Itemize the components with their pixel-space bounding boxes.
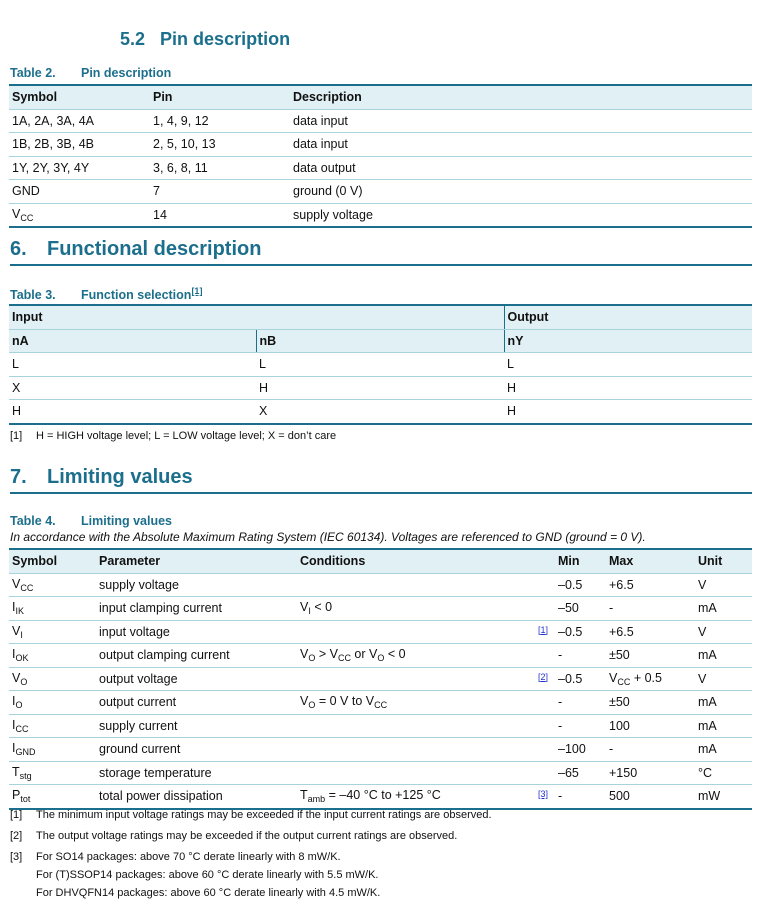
min-cell: - — [555, 785, 606, 809]
text: 1B, 2B, 3B, 4B — [12, 137, 94, 152]
symbol-cell — [9, 785, 96, 809]
min-cell: –0.5 — [555, 573, 606, 597]
subscript: I — [20, 629, 23, 640]
text: I — [12, 694, 16, 709]
text: = 0 V to V — [315, 694, 375, 709]
table4-footnote — [10, 869, 379, 881]
nb-cell: X — [256, 400, 504, 424]
text: +150 — [609, 765, 638, 780]
conditions-cell — [297, 714, 535, 738]
column-header-conditions: Conditions — [297, 549, 535, 573]
text: I — [12, 741, 16, 756]
text: > V — [315, 647, 338, 662]
symbol-cell — [9, 620, 96, 644]
section-number: 5.2 — [120, 29, 146, 49]
ref-cell — [535, 597, 555, 621]
table-row — [9, 400, 752, 424]
text: < 0 — [384, 647, 406, 662]
min-cell: –100 — [555, 738, 606, 762]
text: = –40 °C to +125 °C — [325, 788, 441, 803]
unit-cell: °C — [695, 761, 752, 785]
max-cell — [606, 714, 695, 738]
unit-cell: V — [695, 667, 752, 691]
unit-cell: mA — [695, 597, 752, 621]
unit-cell: V — [695, 573, 752, 597]
section-5-2-heading — [120, 29, 290, 50]
max-cell — [606, 691, 695, 715]
unit-cell: V — [695, 620, 752, 644]
table2-caption — [10, 66, 171, 80]
ref-cell — [535, 761, 555, 785]
conditions-cell — [297, 620, 535, 644]
symbol-cell — [9, 156, 150, 180]
footnote-text: The output voltage ratings may be exceeded if the output current ratings are observed. — [36, 830, 458, 842]
table-label: Table 2. — [10, 66, 56, 80]
text: I — [12, 600, 16, 615]
conditions-cell — [297, 785, 535, 809]
text: - — [609, 742, 614, 757]
description-cell: data input — [290, 109, 752, 133]
ref-cell — [535, 714, 555, 738]
text: - — [609, 601, 614, 616]
conditions-cell — [297, 644, 535, 668]
nb-cell: H — [256, 376, 504, 400]
footnote-text: For SO14 packages: above 70 °C derate linearly with 8 mW/K. — [36, 851, 341, 863]
description-cell: data output — [290, 156, 752, 180]
conditions-cell — [297, 761, 535, 785]
conditions-cell — [297, 738, 535, 762]
na-cell: X — [9, 376, 256, 400]
text: V — [300, 694, 309, 709]
text: V — [12, 623, 21, 638]
text: T — [12, 764, 20, 779]
unit-cell: mA — [695, 714, 752, 738]
pin-cell: 7 — [150, 180, 290, 204]
max-cell — [606, 761, 695, 785]
group-header-input: Input — [9, 305, 504, 329]
table3-footnote — [10, 430, 336, 442]
ref-cell — [535, 738, 555, 762]
text: V — [12, 206, 21, 221]
max-cell — [606, 644, 695, 668]
group-header-output: Output — [504, 305, 752, 329]
conditions-cell — [297, 573, 535, 597]
footnote-ref-link[interactable]: [3] — [538, 789, 549, 800]
na-cell: L — [9, 353, 256, 377]
description-cell: ground (0 V) — [290, 180, 752, 204]
table3-caption — [10, 286, 202, 302]
pin-cell: 14 — [150, 203, 290, 227]
table-row — [9, 738, 752, 762]
column-header-ref — [535, 549, 555, 573]
text: 1A, 2A, 3A, 4A — [12, 113, 94, 128]
footnote-text: For DHVQFN14 packages: above 60 °C derate linearly with 4.5 mW/K. — [36, 887, 381, 899]
text: + 0.5 — [630, 670, 662, 685]
column-header-symbol: Symbol — [9, 85, 150, 109]
pin-description-table — [9, 84, 752, 228]
symbol-cell — [9, 597, 96, 621]
min-cell: –0.5 — [555, 667, 606, 691]
ref-cell — [535, 644, 555, 668]
text: 500 — [609, 789, 630, 804]
parameter-cell: supply current — [96, 714, 297, 738]
table4-caption — [10, 514, 172, 528]
ref-cell — [535, 573, 555, 597]
text: 1Y, 2Y, 3Y, 4Y — [12, 160, 90, 175]
column-header-parameter: Parameter — [96, 549, 297, 573]
min-cell: - — [555, 644, 606, 668]
subscript: O — [308, 700, 316, 711]
text: V — [609, 670, 618, 685]
footnote-ref-link[interactable]: [1] — [191, 286, 203, 296]
column-header-ny: nY — [504, 329, 752, 353]
text: 100 — [609, 718, 630, 733]
min-cell: –0.5 — [555, 620, 606, 644]
text: ±50 — [609, 648, 630, 663]
table-row — [9, 156, 752, 180]
subscript: CC — [15, 723, 29, 734]
text: I — [12, 647, 16, 662]
footnote-ref-link[interactable]: [1] — [538, 624, 549, 635]
subscript: amb — [307, 794, 326, 805]
symbol-cell — [9, 133, 150, 157]
subscript: CC — [617, 676, 631, 687]
footnote-text: H = HIGH voltage level; L = LOW voltage level; X = don’t care — [36, 430, 337, 442]
ref-cell — [535, 785, 555, 809]
section-number: 7. — [10, 466, 27, 488]
table-row — [9, 376, 752, 400]
symbol-cell — [9, 738, 96, 762]
ny-cell: L — [504, 353, 752, 377]
parameter-cell: output current — [96, 691, 297, 715]
ref-cell — [535, 691, 555, 715]
pin-cell: 3, 6, 8, 11 — [150, 156, 290, 180]
table-row — [9, 180, 752, 204]
table-row — [9, 597, 752, 621]
footnote-number: [1] — [10, 430, 23, 442]
parameter-cell: input voltage — [96, 620, 297, 644]
ny-cell: H — [504, 400, 752, 424]
ref-cell — [535, 620, 555, 644]
table-row — [9, 620, 752, 644]
symbol-cell — [9, 667, 96, 691]
column-header-description: Description — [290, 85, 752, 109]
table-row — [9, 761, 752, 785]
table-row — [9, 109, 752, 133]
table-row — [9, 714, 752, 738]
table-row — [9, 691, 752, 715]
subscript: CC — [374, 700, 388, 711]
table-title: Pin description — [81, 66, 172, 80]
pin-cell: 2, 5, 10, 13 — [150, 133, 290, 157]
text: V — [12, 670, 21, 685]
na-cell: H — [9, 400, 256, 424]
table4-footnote — [10, 887, 380, 899]
table-label: Table 4. — [10, 514, 56, 528]
max-cell — [606, 597, 695, 621]
limiting-values-table — [9, 548, 752, 810]
table-row — [9, 203, 752, 227]
symbol-cell — [9, 180, 150, 204]
conditions-cell — [297, 597, 535, 621]
table-title: Function selection — [81, 288, 192, 303]
max-cell — [606, 738, 695, 762]
table-row — [9, 667, 752, 691]
subscript: O — [15, 700, 23, 711]
min-cell: –65 — [555, 761, 606, 785]
subscript: CC — [20, 212, 34, 223]
unit-cell: mA — [695, 691, 752, 715]
max-cell — [606, 785, 695, 809]
section-7-heading — [10, 466, 752, 494]
subscript: O — [308, 653, 316, 664]
section-title: Functional description — [47, 238, 262, 260]
symbol-cell — [9, 573, 96, 597]
column-header-nb: nB — [256, 329, 504, 353]
footnote-text: The minimum input voltage ratings may be exceeded if the input current ratings are observed. — [36, 809, 492, 821]
section-title: Limiting values — [47, 466, 193, 488]
table-row — [9, 785, 752, 809]
unit-cell: mA — [695, 644, 752, 668]
column-header-min: Min — [555, 549, 606, 573]
parameter-cell: supply voltage — [96, 573, 297, 597]
footnote-number: [1] — [10, 809, 23, 821]
max-cell — [606, 573, 695, 597]
subscript: O — [20, 676, 28, 687]
description-cell: data input — [290, 133, 752, 157]
subscript: CC — [20, 582, 34, 593]
symbol-cell — [9, 644, 96, 668]
column-header-na: nA — [9, 329, 256, 353]
parameter-cell: storage temperature — [96, 761, 297, 785]
section-6-heading — [10, 238, 752, 266]
symbol-cell — [9, 761, 96, 785]
table4-footnote — [10, 809, 492, 821]
text: +6.5 — [609, 577, 634, 592]
text: P — [12, 788, 21, 803]
ny-cell: H — [504, 376, 752, 400]
subscript: OK — [15, 653, 29, 664]
subscript: GND — [15, 747, 36, 758]
symbol-cell — [9, 203, 150, 227]
column-header-max: Max — [606, 549, 695, 573]
column-header-unit: Unit — [695, 549, 752, 573]
footnote-number: [2] — [10, 830, 23, 842]
table-label: Table 3. — [10, 288, 56, 303]
table4-footnote — [10, 851, 341, 863]
symbol-cell — [9, 691, 96, 715]
footnote-ref-link[interactable]: [2] — [538, 671, 549, 682]
unit-cell: mW — [695, 785, 752, 809]
conditions-cell — [297, 667, 535, 691]
text: V — [300, 600, 309, 615]
subscript: O — [377, 653, 385, 664]
subscript: tot — [20, 794, 31, 805]
description-cell: supply voltage — [290, 203, 752, 227]
min-cell: –50 — [555, 597, 606, 621]
table-row — [9, 133, 752, 157]
text: V — [12, 576, 21, 591]
table-row — [9, 644, 752, 668]
nb-cell: L — [256, 353, 504, 377]
min-cell: - — [555, 691, 606, 715]
table-row — [9, 573, 752, 597]
unit-cell: mA — [695, 738, 752, 762]
parameter-cell: total power dissipation — [96, 785, 297, 809]
pin-cell: 1, 4, 9, 12 — [150, 109, 290, 133]
subscript: I — [308, 606, 311, 617]
footnote-number: [3] — [10, 851, 23, 863]
subscript: CC — [337, 653, 351, 664]
text: V — [300, 647, 309, 662]
parameter-cell: ground current — [96, 738, 297, 762]
section-number: 6. — [10, 238, 27, 260]
symbol-cell — [9, 109, 150, 133]
parameter-cell: input clamping current — [96, 597, 297, 621]
function-selection-table — [9, 304, 752, 425]
conditions-cell — [297, 691, 535, 715]
min-cell: - — [555, 714, 606, 738]
subscript: stg — [19, 770, 32, 781]
max-cell — [606, 667, 695, 691]
footnote-text: For (T)SSOP14 packages: above 60 °C derate linearly with 5.5 mW/K. — [36, 869, 379, 881]
text: GND — [12, 184, 40, 199]
ref-cell — [535, 667, 555, 691]
symbol-cell — [9, 714, 96, 738]
text: +6.5 — [609, 624, 634, 639]
text: or V — [350, 647, 378, 662]
table-row — [9, 353, 752, 377]
column-header-symbol: Symbol — [9, 549, 96, 573]
parameter-cell: output clamping current — [96, 644, 297, 668]
table4-intro: In accordance with the Absolute Maximum Rating System (IEC 60134). Voltages are referenced to GND (ground = 0 V). — [10, 530, 646, 544]
text: ±50 — [609, 695, 630, 710]
column-header-pin: Pin — [150, 85, 290, 109]
text: T — [300, 788, 308, 803]
table-title: Limiting values — [81, 514, 172, 528]
max-cell — [606, 620, 695, 644]
subscript: IK — [15, 606, 24, 617]
text: < 0 — [310, 600, 333, 615]
text: I — [12, 717, 16, 732]
section-title: Pin description — [160, 29, 291, 49]
parameter-cell: output voltage — [96, 667, 297, 691]
table4-footnote — [10, 830, 457, 842]
